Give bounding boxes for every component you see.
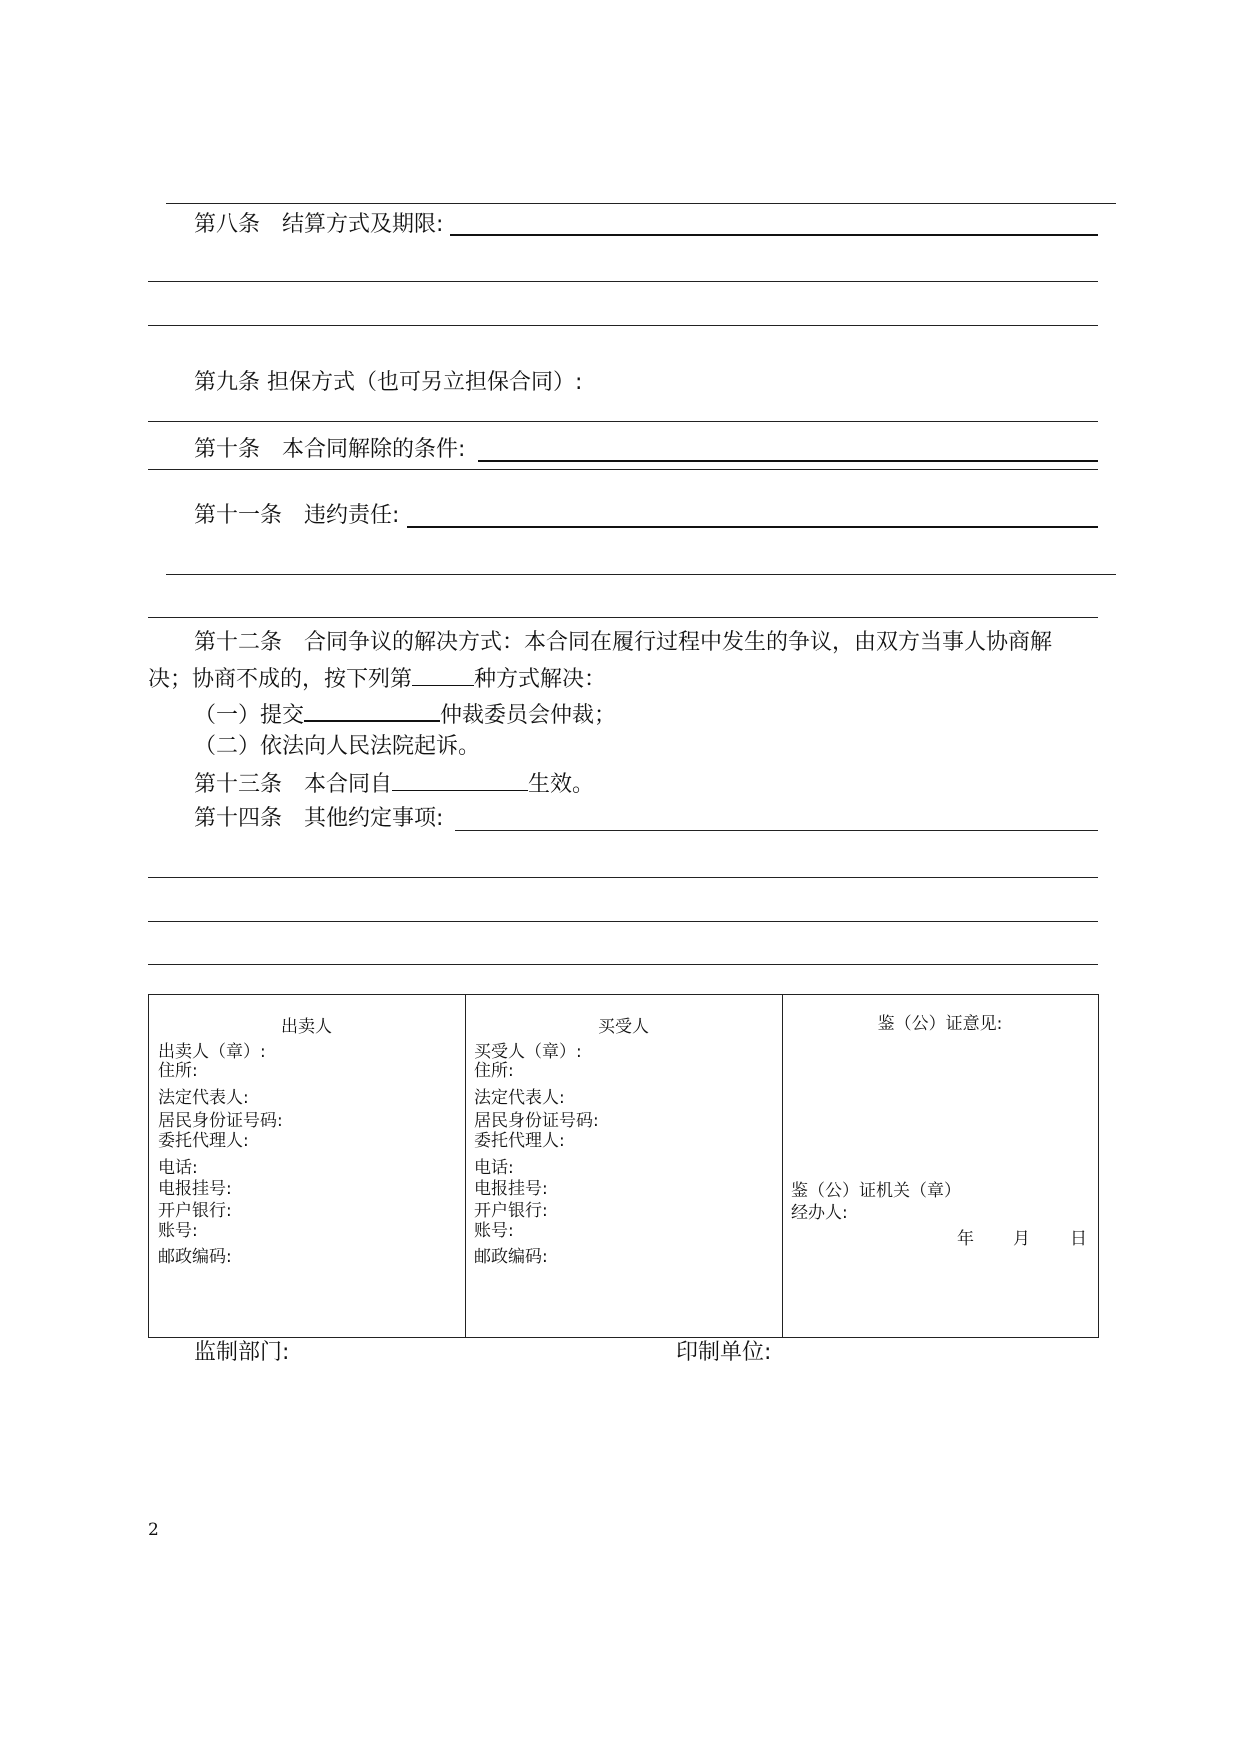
- column-divider: [782, 994, 783, 1337]
- buyer-field: 电话:: [474, 1158, 514, 1178]
- rule-line: [148, 469, 1098, 470]
- buyer-title: 买受人: [598, 1017, 649, 1037]
- rule-line: [166, 203, 1116, 204]
- article-10-blank[interactable]: [478, 460, 1098, 462]
- rule-line: [166, 574, 1116, 575]
- article-13-post: 生效。: [528, 772, 595, 797]
- date-day: 日: [1070, 1229, 1087, 1249]
- buyer-field: 邮政编码:: [474, 1247, 548, 1267]
- option-1-post: 仲裁委员会仲裁；: [440, 703, 617, 728]
- arbitration-blank[interactable]: [304, 700, 440, 722]
- article-8-blank[interactable]: [450, 234, 1098, 236]
- article-13-pre: 第十三条 本合同自: [194, 772, 393, 797]
- column-divider: [465, 994, 466, 1337]
- rule-line: [148, 421, 1098, 422]
- article-12-line1: 第十二条 合同争议的解决方式：本合同在履行过程中发生的争议，由双方当事人协商解: [194, 630, 1053, 655]
- article-9: 第九条 担保方式（也可另立担保合同）:: [194, 370, 583, 395]
- seller-field: 账号:: [158, 1221, 198, 1241]
- option-1-pre: （一）提交: [194, 703, 305, 728]
- article-12-line2-pre: 决；协商不成的，按下列第: [148, 667, 413, 692]
- article-12-option-1: [194, 700, 616, 729]
- seller-field: 住所:: [158, 1061, 198, 1081]
- article-10: 第十条 本合同解除的条件:: [194, 437, 466, 462]
- article-8: 第八条 结算方式及期限:: [194, 212, 444, 237]
- seller-field: 委托代理人:: [158, 1131, 249, 1151]
- seller-field: 法定代表人:: [158, 1088, 249, 1108]
- article-14: 第十四条 其他约定事项:: [194, 806, 444, 831]
- buyer-field: 委托代理人:: [474, 1131, 565, 1151]
- seller-field: 电话:: [158, 1158, 198, 1178]
- seller-field: 邮政编码:: [158, 1247, 232, 1267]
- rule-line: [148, 281, 1098, 282]
- article-11-blank[interactable]: [407, 526, 1098, 528]
- article-12-line2-post: 种方式解决：: [474, 667, 607, 692]
- buyer-field: 开户银行:: [474, 1201, 548, 1221]
- seller-field: 出卖人（章）:: [158, 1042, 266, 1062]
- notary-org: 鉴（公）证机关（章）: [791, 1181, 961, 1201]
- notary-agent: 经办人:: [791, 1203, 848, 1223]
- buyer-field: 法定代表人:: [474, 1088, 565, 1108]
- buyer-field: 账号:: [474, 1221, 514, 1241]
- rule-line: [148, 964, 1098, 965]
- article-12-line2: [148, 665, 606, 693]
- seller-title: 出卖人: [281, 1017, 332, 1037]
- article-11: 第十一条 违约责任:: [194, 503, 400, 528]
- seller-field: 电报挂号:: [158, 1179, 232, 1199]
- rule-line: [148, 921, 1098, 922]
- printer-label: 印制单位:: [676, 1340, 772, 1365]
- page-number: 2: [148, 1520, 159, 1540]
- supervisor-label: 监制部门:: [194, 1340, 290, 1365]
- article-14-blank[interactable]: [455, 830, 1098, 831]
- seller-field: 居民身份证号码:: [158, 1111, 283, 1131]
- buyer-field: 居民身份证号码:: [474, 1111, 599, 1131]
- rule-line: [148, 617, 1098, 618]
- signature-table: [148, 994, 1099, 1338]
- seller-field: 开户银行:: [158, 1201, 232, 1221]
- buyer-field: 买受人（章）:: [474, 1042, 582, 1062]
- date-month: 月: [1013, 1229, 1030, 1249]
- buyer-field: 电报挂号:: [474, 1179, 548, 1199]
- article-12-option-2: （二）依法向人民法院起诉。: [194, 734, 481, 759]
- notary-title: 鉴（公）证意见:: [877, 1014, 1003, 1034]
- rule-line: [148, 325, 1098, 326]
- effective-date-blank[interactable]: [392, 770, 528, 791]
- article-13: [194, 770, 594, 798]
- date-year: 年: [957, 1229, 974, 1249]
- method-number-blank[interactable]: [412, 665, 474, 686]
- rule-line: [148, 877, 1098, 878]
- buyer-field: 住所:: [474, 1061, 514, 1081]
